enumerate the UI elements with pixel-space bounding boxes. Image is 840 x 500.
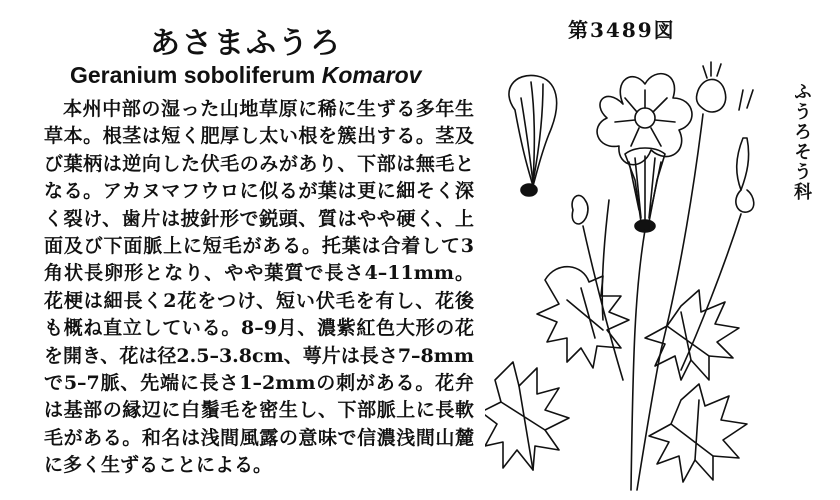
figure-number: 第3489図 — [568, 18, 676, 42]
japanese-name-title: あさまふうろ — [150, 26, 342, 61]
flower-drawing — [597, 74, 692, 165]
family-label: ふうろそう科 — [791, 82, 812, 202]
stamen-drawing — [625, 148, 665, 232]
plant-illustration — [485, 50, 785, 496]
species-description: 本州中部の湿った山地草原に稀に生ずる多年生草本。根茎は短く肥厚し太い根を簇出する。茎及び葉柄は逆向した伏毛のみがあり、下部は無毛となる。アカヌマフウロに似るが葉は更に細そく深く裂け、歯片は披針形で鋭頭、質はやや硬く、上面及び下面脈上に短毛がある。托葉は合着して3角状長卵形となり、やや葉質で長さ4–11mm。花梗は細長く2花をつけ、短い伏毛を有し、花後も概ね直立している。8–9月、濃紫紅色大形の花を開き、花は径2.5–3.8cm、萼片は長さ7–8mmで5–7脈、先端に長さ1–2mmの刺がある。花弁は基部の縁辺に白鬚毛を密生し、下部脈上に長軟毛がある。和名は浅間風露の意味で信濃浅間山麓に多く生ずることによる。 — [44, 98, 474, 477]
leaf-drawings — [485, 267, 747, 482]
bud-drawings — [572, 62, 754, 224]
scientific-name — [70, 62, 450, 89]
scientific-name-binomial: Geranium soboliferum — [70, 62, 316, 88]
scientific-name-author: Komarov — [321, 62, 422, 88]
capsule-drawing — [509, 75, 557, 196]
stem-drawings — [583, 114, 741, 490]
